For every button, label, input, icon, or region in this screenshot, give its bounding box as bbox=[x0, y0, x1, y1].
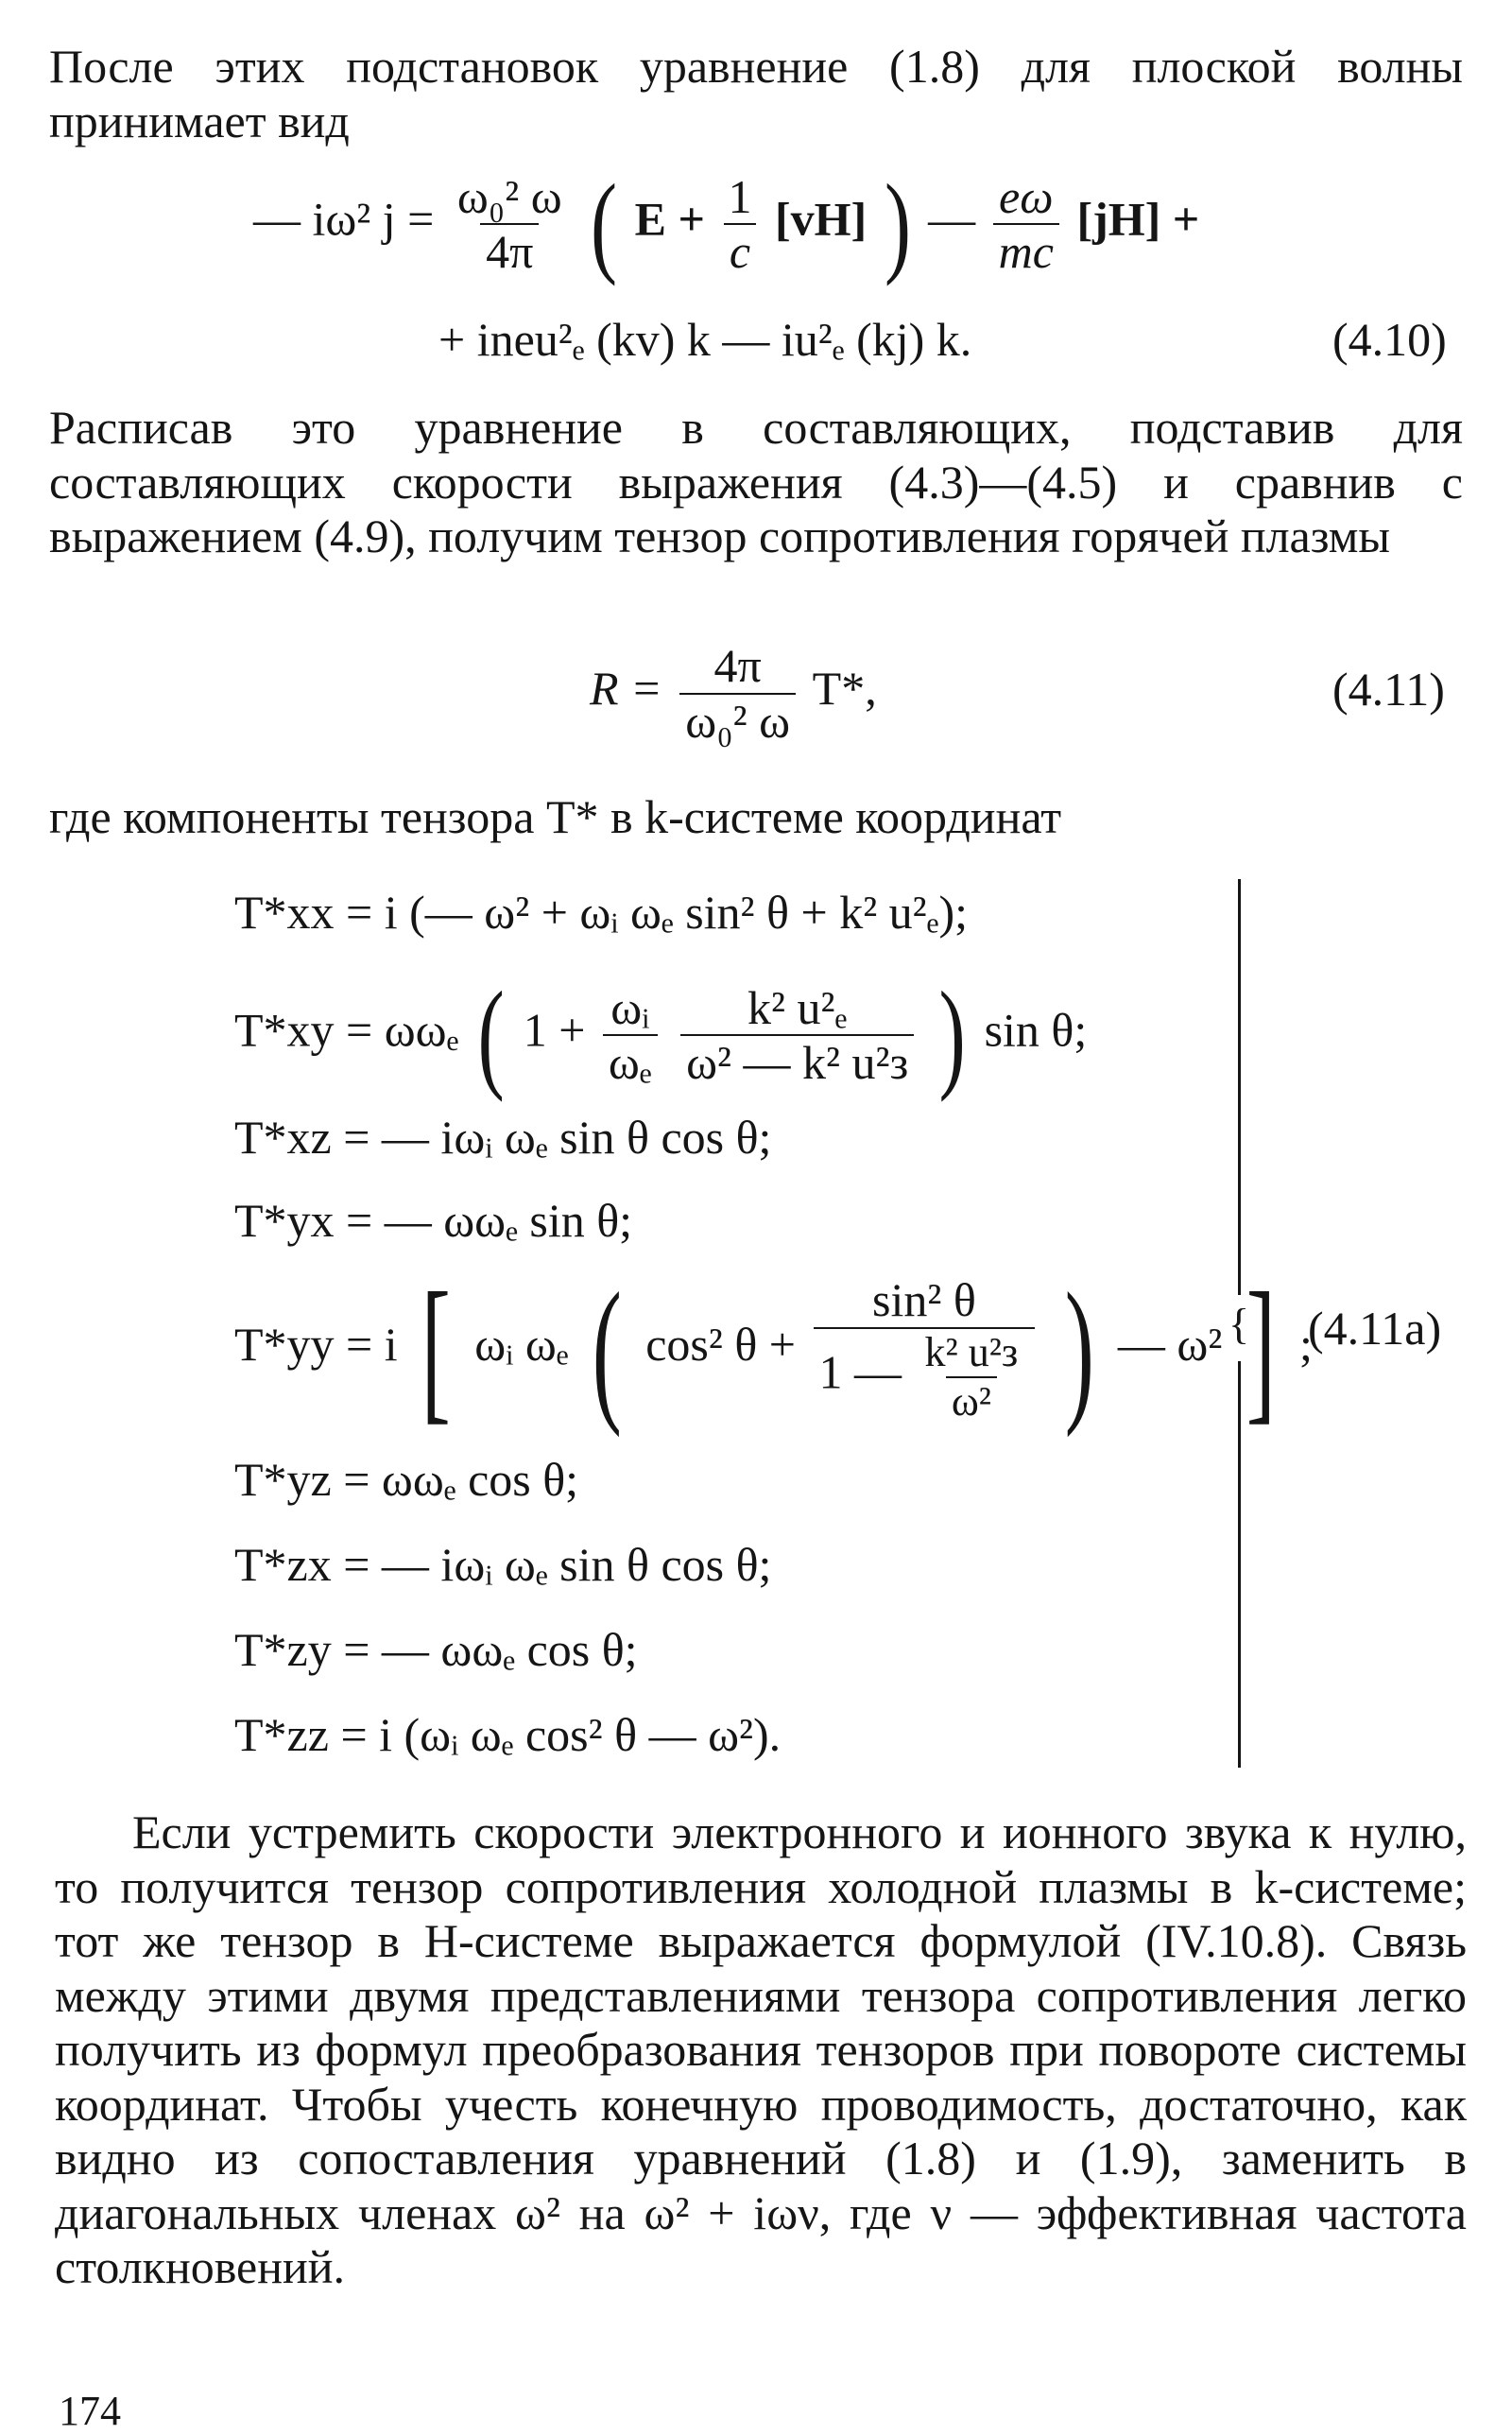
component-expression: 1 + bbox=[523, 1003, 586, 1057]
component-name: T*xx bbox=[234, 886, 335, 939]
right-paren: ) bbox=[1064, 1260, 1094, 1438]
fraction-omega-i-omega-e bbox=[603, 980, 658, 1089]
term-e: E + bbox=[634, 192, 705, 246]
equation-number-4-11a: (4.11a) bbox=[1308, 1302, 1442, 1355]
left-paren: ( bbox=[592, 1260, 622, 1438]
frac-denominator bbox=[814, 1327, 1036, 1424]
tensor-component-zx bbox=[234, 1537, 771, 1592]
frac-denominator: ω₀² ω bbox=[679, 693, 796, 747]
term-jh: [jH] + bbox=[1076, 192, 1200, 246]
right-paren: ) bbox=[938, 967, 966, 1103]
fraction-k-u-omega bbox=[680, 980, 914, 1089]
paragraph-components-intro: где компоненты тензора T* в k-системе координат bbox=[49, 790, 1062, 843]
right-bracket: ] bbox=[1246, 1260, 1276, 1438]
denominator-prefix: 1 — bbox=[818, 1345, 902, 1399]
component-expression: ωᵢ ωₑ bbox=[474, 1317, 569, 1371]
frac-denominator: ωₑ bbox=[603, 1034, 658, 1088]
equation-number-4-10: (4.10) bbox=[1332, 313, 1447, 366]
paragraph-expansion: Расписав это уравнение в составляющих, подставив для составляющих скорости выражения (4.3)—(4.5) и сравнив с выражением (4.9), получим тензор сопротивления горячей плазмы bbox=[49, 401, 1463, 562]
component-name: T*zz bbox=[234, 1708, 329, 1761]
component-name: T*xz bbox=[234, 1111, 332, 1164]
frac-numerator: eω bbox=[999, 169, 1054, 223]
component-expression: = ωωₑ bbox=[346, 1003, 459, 1057]
component-expression: = i bbox=[346, 1317, 398, 1371]
left-paren: ( bbox=[477, 967, 505, 1103]
component-expression: = ωωₑ cos θ; bbox=[343, 1453, 579, 1506]
minus-sign: — bbox=[928, 192, 976, 246]
component-expression: cos² θ + bbox=[645, 1317, 797, 1371]
frac-numerator: ω₀² ω bbox=[456, 169, 562, 223]
fraction-4pi-omega bbox=[679, 641, 796, 746]
system-brace-upper bbox=[1238, 879, 1241, 1295]
right-paren: ) bbox=[884, 161, 911, 286]
tensor-component-zz bbox=[234, 1707, 781, 1762]
component-name: T*zx bbox=[234, 1538, 332, 1591]
eq-lhs: — iω² j = bbox=[253, 192, 435, 246]
frac-numerator: k² u²ₑ bbox=[747, 980, 848, 1034]
tensor-component-yz bbox=[234, 1452, 578, 1507]
term-vh: [vH] bbox=[774, 192, 868, 246]
frac-denominator: 4π bbox=[480, 223, 539, 277]
component-expression: — ω² bbox=[1117, 1317, 1223, 1371]
eq-rhs-t: T*, bbox=[812, 661, 877, 715]
tensor-component-xz bbox=[234, 1110, 771, 1165]
tensor-component-zy bbox=[234, 1622, 638, 1677]
nested-fraction bbox=[919, 1328, 1024, 1425]
component-expression: = — iωᵢ ωₑ sin θ cos θ; bbox=[343, 1111, 772, 1164]
frac-numerator: 4π bbox=[713, 639, 762, 692]
left-paren: ( bbox=[591, 161, 618, 286]
frac-numerator: ωᵢ bbox=[610, 980, 650, 1034]
fraction-e-omega-mc bbox=[993, 169, 1059, 278]
tensor-component-xx bbox=[234, 885, 968, 940]
component-name: T*yx bbox=[234, 1194, 335, 1247]
component-name: T*yy bbox=[234, 1317, 335, 1371]
component-expression: sin θ; bbox=[984, 1003, 1088, 1057]
equation-4-11 bbox=[590, 641, 877, 746]
fraction-1-c bbox=[722, 169, 757, 278]
component-expression: = — ωωₑ sin θ; bbox=[346, 1194, 633, 1247]
paragraph-conclusion: Если устремить скорости электронного и ионного звука к нулю, то получится тензор сопротивления холодной плазмы в k-системе; тот же тензор в H-системе выражается формулой (IV.10.8). Связь между этими двумя представлениями тензора сопротивления легко получить из формул преобразования тензоров при повороте системы координат. Чтобы учесть конечную проводимость, достаточно, как видно из сопоставления уравнений (1.8) и (1.9), заменить в диагональных членах ω² на ω² + iων, где ν — эффективная частота столкновений. bbox=[55, 1805, 1467, 2293]
frac-numerator: 1 bbox=[728, 169, 752, 223]
component-expression: = i (— ω² + ωᵢ ωₑ sin² θ + k² u²ₑ); bbox=[346, 886, 969, 939]
equation-4-10-line1 bbox=[253, 159, 1199, 289]
component-name: T*zy bbox=[234, 1623, 332, 1676]
semicolon: ; bbox=[1298, 1317, 1313, 1371]
component-expression: = i (ωᵢ ωₑ cos² θ — ω²). bbox=[340, 1708, 782, 1761]
component-expression: = — ωωₑ cos θ; bbox=[343, 1623, 638, 1676]
tensor-component-yx bbox=[234, 1193, 632, 1248]
frac-denominator: ω² — k² u²з bbox=[680, 1034, 914, 1088]
left-bracket: [ bbox=[421, 1260, 452, 1438]
fraction-omega-4pi bbox=[452, 169, 568, 278]
system-brace-lower bbox=[1238, 1361, 1241, 1768]
frac-numerator: k² u²з bbox=[924, 1328, 1019, 1375]
frac-denominator: c bbox=[724, 223, 756, 277]
tensor-component-yy bbox=[234, 1257, 1313, 1442]
page-number: 174 bbox=[59, 2388, 121, 2434]
component-name: T*xy bbox=[234, 1003, 335, 1057]
paragraph-intro: После этих подстановок уравнение (1.8) для плоской волны принимает вид bbox=[49, 40, 1463, 147]
eq-lhs-r: R = bbox=[590, 661, 662, 715]
frac-denominator: mc bbox=[993, 223, 1059, 277]
equation-number-4-11: (4.11) bbox=[1332, 663, 1445, 716]
equation-4-10-line2: + ineu²ₑ (kv) k — iu²ₑ (kj) k. bbox=[438, 313, 972, 366]
fraction-sin-over-expression bbox=[814, 1275, 1036, 1424]
system-brace-middle: { bbox=[1228, 1300, 1250, 1348]
frac-numerator: sin² θ bbox=[872, 1273, 976, 1327]
tensor-component-xy bbox=[234, 964, 1087, 1106]
component-expression: = — iωᵢ ωₑ sin θ cos θ; bbox=[343, 1538, 772, 1591]
frac-denominator: ω² bbox=[946, 1376, 997, 1424]
component-name: T*yz bbox=[234, 1453, 332, 1506]
